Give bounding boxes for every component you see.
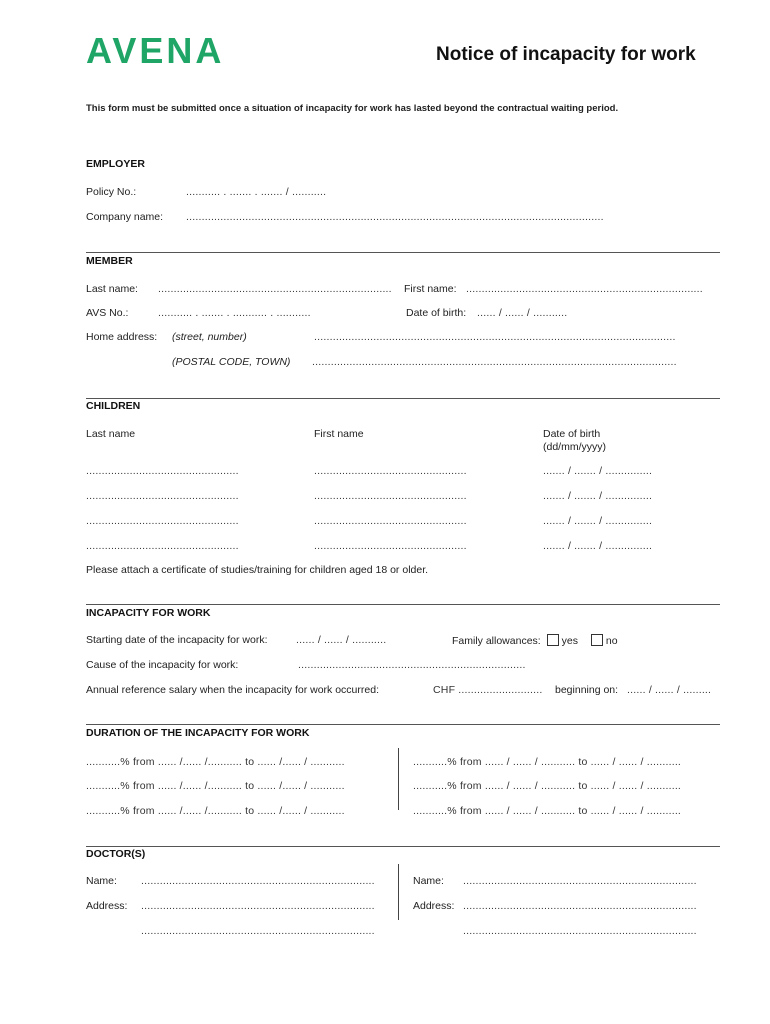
yes-label: yes [561, 635, 578, 647]
dob-field[interactable]: ...... / ...... / ........... [477, 307, 568, 319]
child-dob-field[interactable]: ....... / ....... / ............... [543, 465, 653, 477]
children-col-first: First name [314, 428, 364, 440]
salary-label: Annual reference salary when the incapacity for work occurred: [86, 684, 379, 696]
doctor-name-label: Name: [413, 875, 444, 887]
child-last-field[interactable]: ................................................. [86, 465, 239, 477]
street-field[interactable]: .................................................................................................................... [314, 331, 676, 343]
child-first-field[interactable]: ................................................. [314, 465, 467, 477]
avs-field[interactable]: ........... . ....... . ........... . ........... [158, 307, 311, 319]
last-name-label: Last name: [86, 283, 138, 295]
beginning-field[interactable]: ...... / ...... / ......... [627, 684, 712, 696]
last-name-field[interactable]: ........................................................................... [158, 283, 392, 295]
intro-text: This form must be submitted once a situation of incapacity for work has lasted beyond the contractual waiting period. [86, 103, 619, 114]
column-divider [398, 864, 399, 920]
duration-field-left[interactable]: ...........% from ...... /...... /........... to ...... /...... / ........... [86, 805, 345, 817]
child-dob-field[interactable]: ....... / ....... / ............... [543, 540, 653, 552]
children-col-dob-format: (dd/mm/yyyy) [543, 441, 606, 453]
child-first-field[interactable]: ................................................. [314, 515, 467, 527]
doctor-address-label: Address: [86, 900, 128, 912]
children-heading: CHILDREN [86, 400, 141, 412]
divider [86, 846, 720, 847]
doctor-address-label: Address: [413, 900, 455, 912]
start-date-field[interactable]: ...... / ...... / ........... [296, 634, 387, 646]
first-name-field[interactable]: ............................................................................ [466, 283, 703, 295]
duration-field-right[interactable]: ...........% from ...... / ...... / ........... to ...... / ...... / ........... [413, 756, 682, 768]
employer-heading: EMPLOYER [86, 158, 145, 170]
yes-checkbox[interactable] [547, 634, 559, 646]
postal-field[interactable]: ..................................................................................................................... [312, 356, 677, 368]
doctor-address-field[interactable]: ........................................................................... [463, 900, 697, 912]
street-hint: (street, number) [172, 331, 247, 343]
company-field[interactable]: ...................................................................................................................................... [186, 211, 604, 223]
child-last-field[interactable]: ................................................. [86, 540, 239, 552]
divider [86, 724, 720, 725]
child-first-field[interactable]: ................................................. [314, 490, 467, 502]
dob-label: Date of birth: [406, 307, 467, 319]
column-divider [398, 748, 399, 810]
first-name-label: First name: [404, 283, 457, 295]
beginning-label: beginning on: [555, 684, 619, 696]
doctor-name-label: Name: [86, 875, 117, 887]
children-note: Please attach a certificate of studies/training for children aged 18 or older. [86, 564, 429, 576]
children-col-dob: Date of birth [543, 428, 601, 440]
doctor-name-field[interactable]: ........................................................................... [463, 875, 697, 887]
doctor-address-field-2[interactable]: ........................................................................... [141, 925, 375, 937]
divider [86, 604, 720, 605]
child-dob-field[interactable]: ....... / ....... / ............... [543, 515, 653, 527]
child-last-field[interactable]: ................................................. [86, 515, 239, 527]
avena-logo: AVENA [86, 30, 225, 71]
duration-field-right[interactable]: ...........% from ...... / ...... / ........... to ...... / ...... / ........... [413, 805, 682, 817]
child-dob-field[interactable]: ....... / ....... / ............... [543, 490, 653, 502]
duration-field-left[interactable]: ...........% from ...... /...... /........... to ...... /...... / ........... [86, 756, 345, 768]
doctors-heading: DOCTOR(S) [86, 848, 146, 860]
duration-field-left[interactable]: ...........% from ...... /...... /........... to ...... /...... / ........... [86, 780, 345, 792]
no-label: no [605, 635, 618, 647]
family-allowances-label: Family allowances: [452, 635, 541, 647]
incapacity-heading: INCAPACITY FOR WORK [86, 607, 211, 619]
page-title: Notice of incapacity for work [436, 44, 696, 65]
policy-label: Policy No.: [86, 186, 137, 198]
child-first-field[interactable]: ................................................. [314, 540, 467, 552]
chf-field[interactable]: CHF ........................... [433, 684, 543, 696]
duration-field-right[interactable]: ...........% from ...... / ...... / ........... to ...... / ...... / ........... [413, 780, 682, 792]
start-date-label: Starting date of the incapacity for work: [86, 634, 268, 646]
children-col-last: Last name [86, 428, 136, 440]
doctor-name-field[interactable]: ........................................................................... [141, 875, 375, 887]
doctor-address-field-2[interactable]: ........................................................................... [463, 925, 697, 937]
child-last-field[interactable]: ................................................. [86, 490, 239, 502]
duration-heading: DURATION OF THE INCAPACITY FOR WORK [86, 727, 310, 739]
cause-label: Cause of the incapacity for work: [86, 659, 239, 671]
home-address-label: Home address: [86, 331, 158, 343]
doctor-address-field[interactable]: ........................................................................... [141, 900, 375, 912]
avs-label: AVS No.: [86, 307, 129, 319]
company-label: Company name: [86, 211, 164, 223]
no-checkbox[interactable] [591, 634, 603, 646]
member-heading: MEMBER [86, 255, 133, 267]
divider [86, 252, 720, 253]
policy-field[interactable]: ........... . ....... . ....... / ........... [186, 186, 327, 198]
cause-field[interactable]: ......................................................................... [298, 659, 526, 671]
postal-hint: (POSTAL CODE, TOWN) [172, 356, 291, 368]
divider [86, 398, 720, 399]
family-allowances [452, 634, 618, 647]
